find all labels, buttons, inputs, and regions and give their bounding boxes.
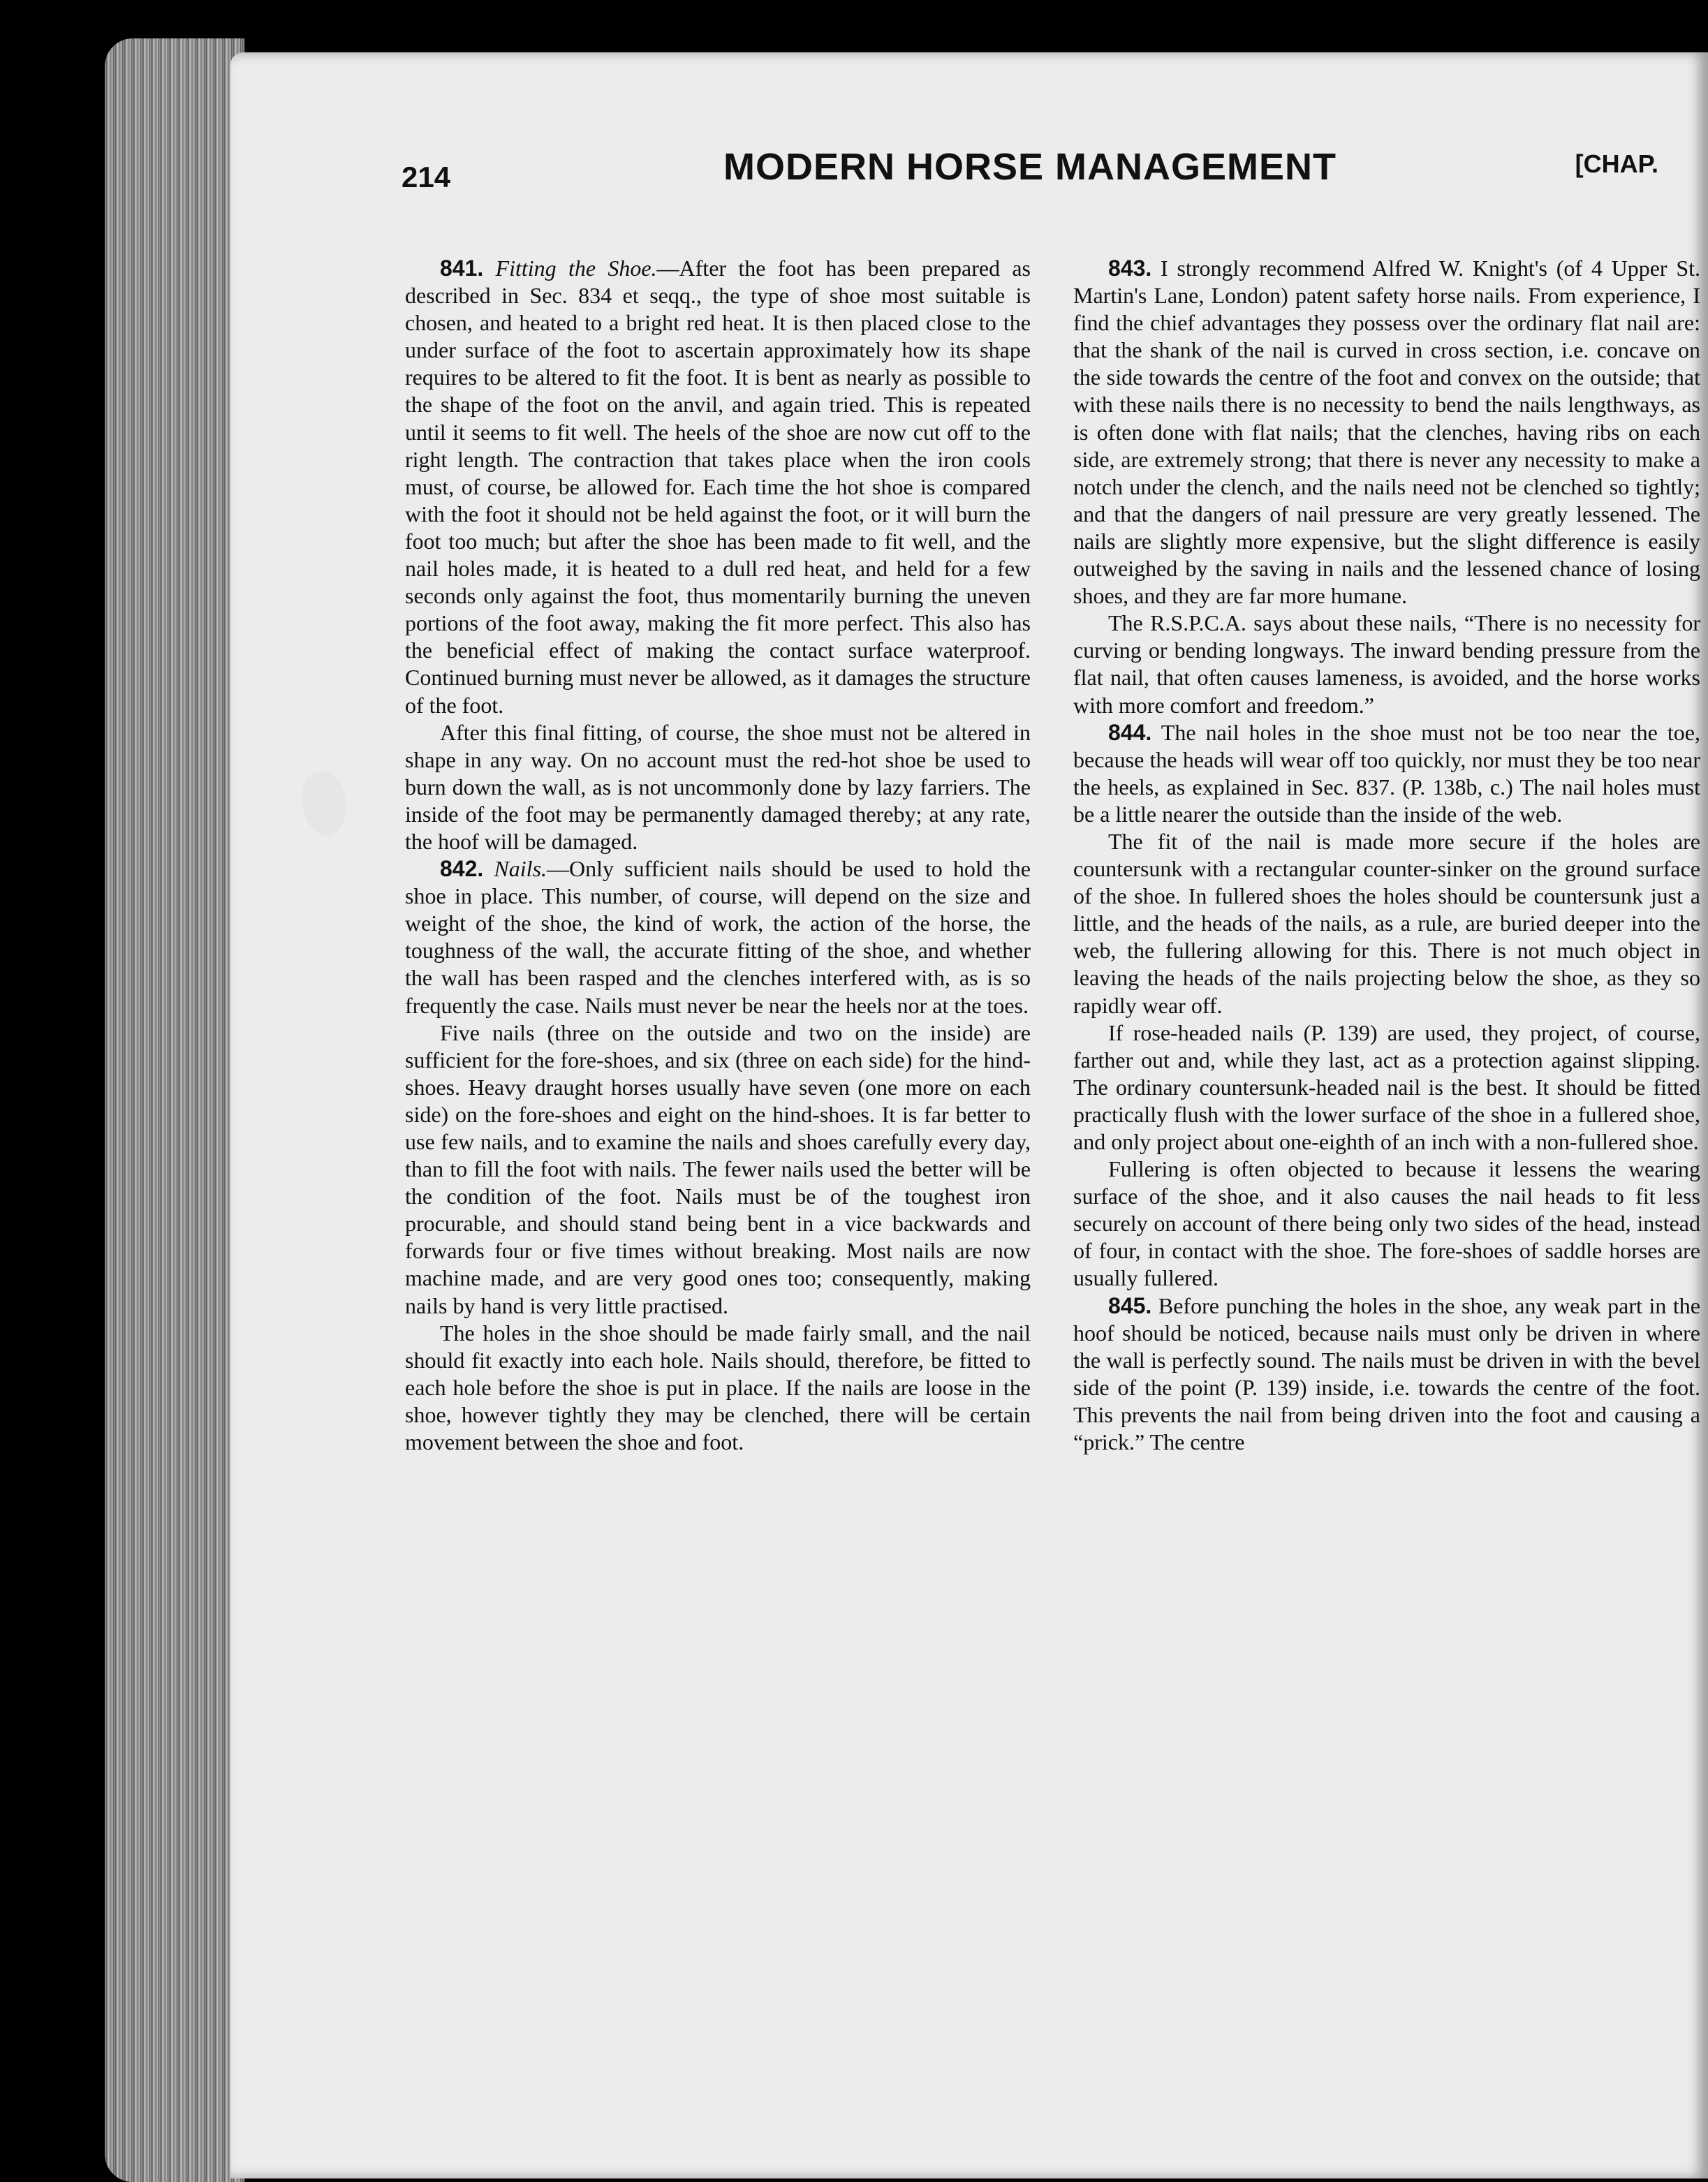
paragraph bbox=[405, 855, 1031, 1019]
page-header bbox=[402, 140, 1658, 202]
running-title: MODERN HORSE MANAGEMENT bbox=[723, 146, 1337, 188]
section-heading: Nails. bbox=[494, 856, 547, 882]
paragraph-text: The nail holes in the shoe must not be too near the toe, because the heads will wear off too quickly, nor must they be too near the heels, as explained in Sec. 837. (P. 138b, c.) The nail holes must be a little nearer the outside than the inside of the web. bbox=[1073, 719, 1701, 827]
paragraph-text: —Only sufficient nails should be used to hold the shoe in place. This number, of course, will depend on the size and weight of the shoe, the kind of work, the action of the horse, the toughness of the wall, the accurate fitting of the shoe, and whether the wall has been rasped and the clenches interfered with, as is so frequently the case. Nails must never be near the heels nor at the toes. bbox=[405, 856, 1031, 1018]
section-number: 843. bbox=[1108, 256, 1152, 281]
section-number: 844. bbox=[1108, 719, 1152, 745]
paragraph-text: Before punching the holes in the shoe, any weak part in the hoof should be noticed, because nails must only be driven in where the wall is perfectly sound. The nails must be driven in with the bevel side of the point (P. 139) inside, i.e. towards the centre of the foot. This prevents the nail from being driven into the foot and causing a “prick.” The centre bbox=[1073, 1292, 1701, 1455]
paragraph-text: If rose-headed nails (P. 139) are used, they project, of course, farther out and, while they last, act as a protection against slipping. The ordinary countersunk-headed nail is the best. It should be fitted practically flush with the lower surface of the shoe in a fullered shoe, and only project about one-eighth of an inch with a non-fullered shoe. bbox=[1073, 1019, 1700, 1154]
book-page bbox=[230, 52, 1708, 2179]
paragraph bbox=[1073, 1156, 1700, 1292]
page-number: 214 bbox=[402, 161, 451, 193]
paragraph bbox=[1073, 610, 1700, 718]
paragraph bbox=[1073, 1019, 1700, 1156]
paragraph-text: The fit of the nail is made more secure if the holes are countersunk with a rectangular counter-sinker on the ground surface of the shoe. In fullered shoes the holes should be countersunk just a little, and the heads of the nails, as a rule, are buried deeper into the web, the fullering allowing for this. There is not much object in leaving the heads of the nails projecting below the shoe, as they so rapidly wear off. bbox=[1073, 828, 1700, 1018]
paragraph-text: After this final fitting, of course, the shoe must not be altered in shape in any way. On no account must the red-hot shoe be used to burn down the wall, as is not uncommonly done by lazy farriers. The inside of the foot may be permanently damaged thereby; at any rate, the hoof will be damaged. bbox=[405, 719, 1031, 854]
paragraph-text: Five nails (three on the outside and two on the inside) are sufficient for the fore-shoes, and six (three on each side) for the hind-shoes. Heavy draught horses usually have seven (one more on each side) on the fore-shoes and eight on the hind-shoes. It is far better to use few nails, and to examine the nails and shoes carefully every day, than to fill the foot with nails. The fewer nails used the better will be the condition of the foot. Nails must be of the toughest iron procurable, and should stand being bent in a vice backwards and forwards four or five times without breaking. Most nails are now machine made, and are very good ones too; consequently, making nails by hand is very little practised. bbox=[405, 1019, 1031, 1318]
paragraph-text: I strongly recommend Alfred W. Knight's (of 4 Upper St. Martin's Lane, London) patent safety horse nails. From experience, I find the chief advantages they possess over the ordinary flat nail are: that the shank of the nail is curved in cross section, i.e. concave on the side towards the centre of the foot and convex on the outside; that with these nails there is no necessity to bend the nails lengthways, as is often done with flat nails; that the clenches, having ribs on each side, are extremely strong; that there is never any necessity to make a notch under the clench, and the nails need not be clenched so tightly; and that the dangers of nail pressure are very greatly lessened. The nails are slightly more expensive, but the slight difference is easily outweighed by the saving in nails and the lessened chance of losing shoes, and they are far more humane. bbox=[1073, 256, 1701, 609]
paragraph bbox=[1073, 1292, 1700, 1457]
paragraph-text: —After the foot has been prepared as described in Sec. 834 et seqq., the type of shoe most suitable is chosen, and heated to a bright red heat. It is then placed close to the under surface of the foot to ascertain approximately how its shape requires to be altered to fit the foot. It is bent as nearly as possible to the shape of the foot on the anvil, and again tried. This is repeated until it seems to fit well. The heels of the shoe are now cut off to the right length. The contraction that takes place when the iron cools must, of course, be allowed for. Each time the hot shoe is compared with the foot it should not be held against the foot, or it will burn the foot too much; but after the shoe has been made to fit well, and the nail holes made, it is heated to a dull red heat, and held for a few seconds only against the foot, thus momentarily burning the uneven portions of the foot away, making the fit more perfect. This also has the beneficial effect of making the contact surface waterproof. Continued burning must never be allowed, as it damages the structure of the foot. bbox=[405, 256, 1031, 718]
section-number: 841. bbox=[440, 256, 484, 281]
paragraph-text: Fullering is often objected to because it lessens the wearing surface of the shoe, and it also causes the nail heads to fit less securely on account of there being only two sides of the head, instead of four, in contact with the shoe. The fore-shoes of saddle horses are usually fullered. bbox=[1073, 1156, 1700, 1291]
paragraph bbox=[405, 1320, 1031, 1456]
paragraph bbox=[405, 719, 1031, 855]
chapter-mark: [CHAP. bbox=[1575, 149, 1658, 178]
paragraph bbox=[405, 1019, 1031, 1320]
left-column bbox=[405, 255, 1031, 1456]
paragraph bbox=[1073, 255, 1700, 610]
book-page-edges bbox=[105, 38, 244, 2182]
paragraph bbox=[405, 255, 1031, 719]
paragraph-text: The holes in the shoe should be made fairly small, and the nail should fit exactly into each hole. Nails should, therefore, be fitted to each hole before the shoe is put in place. If the nails are loose in the shoe, however tightly they may be clenched, there will be certain movement between the shoe and foot. bbox=[405, 1320, 1031, 1455]
page-damage bbox=[302, 772, 346, 836]
section-heading: Fitting the Shoe. bbox=[495, 256, 657, 281]
paragraph bbox=[1073, 719, 1700, 828]
right-column bbox=[1073, 255, 1700, 1456]
paragraph-text: The R.S.P.C.A. says about these nails, “There is no necessity for curving or bending longways. The inward bending pressure from the flat nail, that often causes lameness, is avoided, and the horse works with more comfort and freedom.” bbox=[1073, 610, 1700, 718]
paragraph bbox=[1073, 828, 1700, 1019]
section-number: 842. bbox=[440, 856, 484, 882]
section-number: 845. bbox=[1108, 1292, 1152, 1318]
